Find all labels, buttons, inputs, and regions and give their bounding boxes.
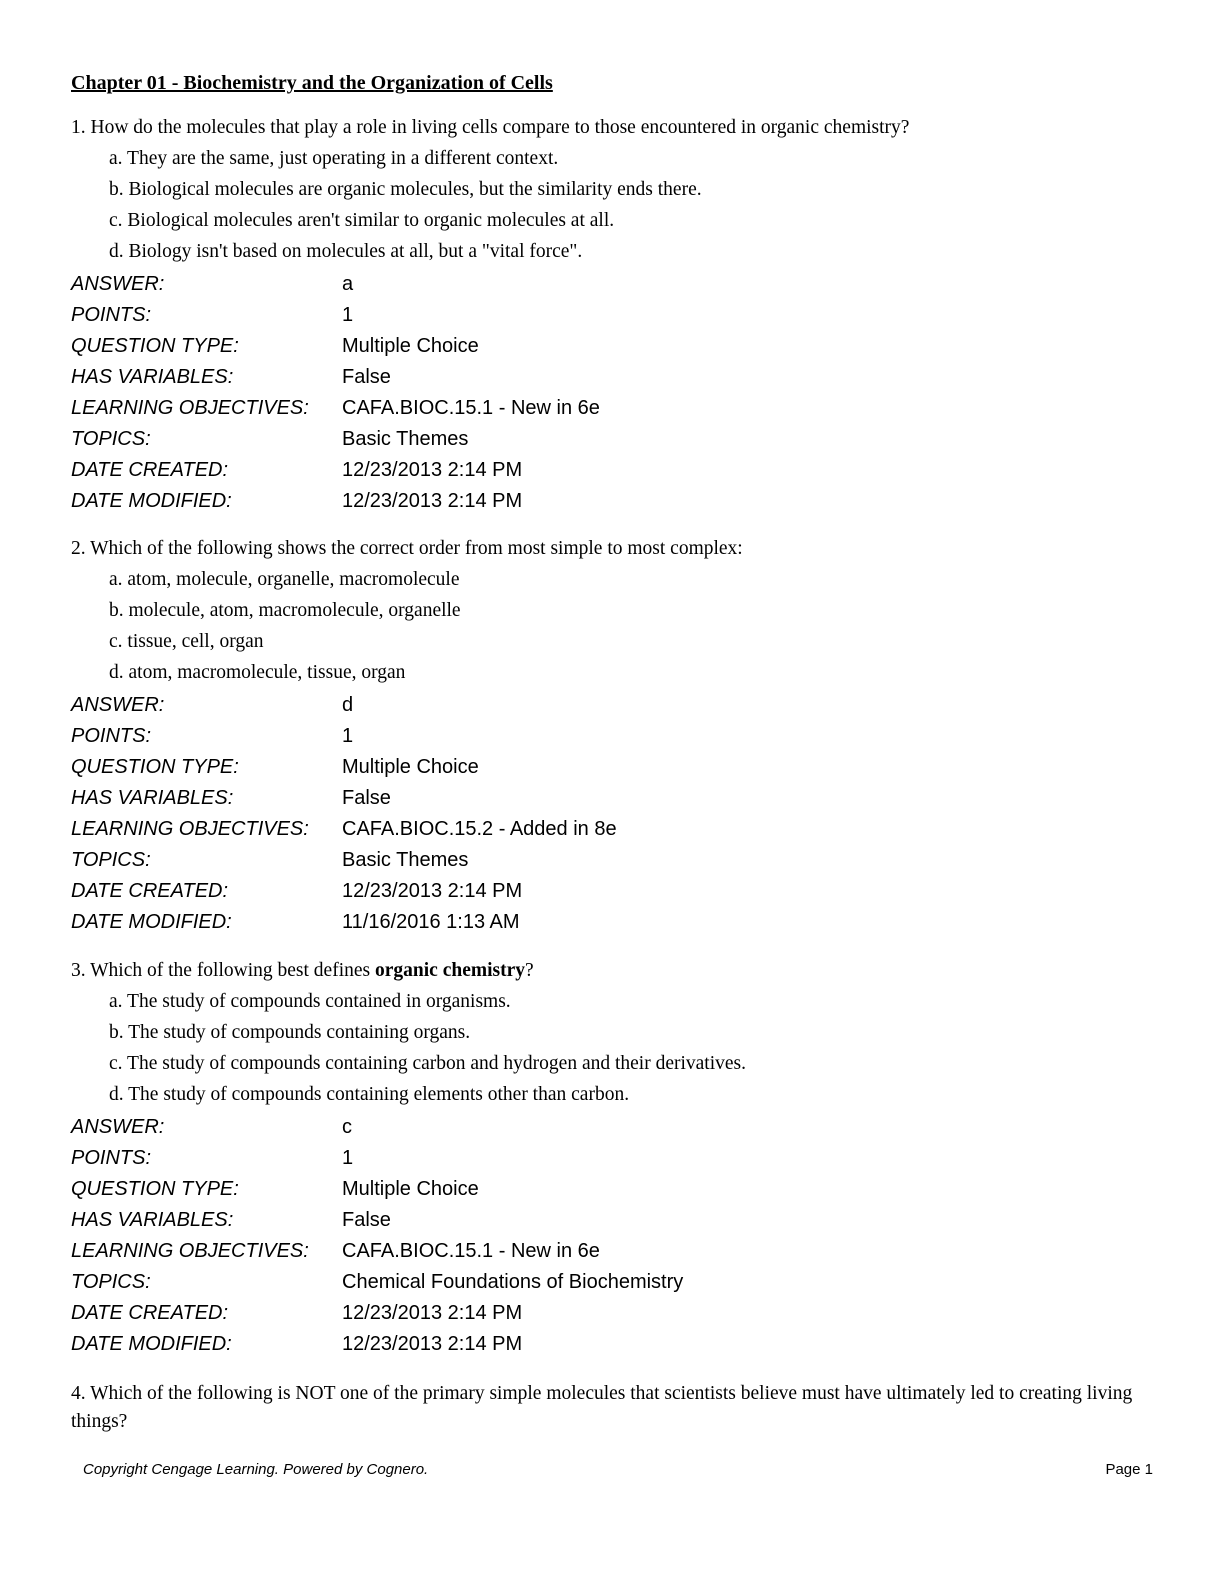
date-created-value: 12/23/2013 2:14 PM — [342, 880, 523, 902]
date-modified-row — [71, 907, 1161, 938]
answer-options — [71, 566, 1161, 690]
footer-copyright: Copyright Cengage Learning. Powered by Cognero. — [83, 1461, 429, 1478]
points-value: 1 — [342, 1147, 354, 1169]
has-variables-row — [71, 783, 1161, 814]
answer-row — [71, 269, 1161, 300]
date-created-row — [71, 1298, 1161, 1329]
answer-options — [71, 988, 1161, 1112]
date-modified-label: DATE MODIFIED: — [71, 1333, 232, 1355]
date-created-row — [71, 876, 1161, 907]
chapter-title: Chapter 01 - Biochemistry and the Organization of Cells — [71, 72, 553, 94]
question-type-label: QUESTION TYPE: — [71, 335, 239, 357]
has-variables-label: HAS VARIABLES: — [71, 787, 234, 809]
points-row — [71, 721, 1161, 752]
date-created-value: 12/23/2013 2:14 PM — [342, 1302, 523, 1324]
date-created-label: DATE CREATED: — [71, 459, 229, 481]
topics-value: Basic Themes — [342, 428, 469, 450]
answer-label: ANSWER: — [71, 273, 165, 295]
date-created-value: 12/23/2013 2:14 PM — [342, 459, 523, 481]
question-stem: 1. How do the molecules that play a role in living cells compare to those encountered in organic chemistry? — [71, 117, 910, 138]
learning-objectives-value: CAFA.BIOC.15.2 - Added in 8e — [342, 818, 617, 840]
answer-label: ANSWER: — [71, 1116, 165, 1138]
learning-objectives-value: CAFA.BIOC.15.1 - New in 6e — [342, 397, 600, 419]
question-stem — [71, 957, 1161, 985]
date-modified-value: 12/23/2013 2:14 PM — [342, 490, 523, 512]
points-label: POINTS: — [71, 725, 152, 747]
points-label: POINTS: — [71, 304, 152, 326]
topics-label: TOPICS: — [71, 849, 151, 871]
question-stem: 2. Which of the following shows the correct order from most simple to most complex: — [71, 538, 743, 559]
points-row — [71, 300, 1161, 331]
learning-objectives-row — [71, 393, 1161, 424]
date-created-label: DATE CREATED: — [71, 880, 229, 902]
topics-value: Basic Themes — [342, 849, 469, 871]
option-a: a. atom, molecule, organelle, macromolecule — [109, 569, 460, 590]
option-a: a. They are the same, just operating in a different context. — [109, 148, 559, 169]
points-value: 1 — [342, 725, 354, 747]
question-type-value: Multiple Choice — [342, 335, 479, 357]
question-type-row — [71, 1174, 1161, 1205]
question-3 — [71, 957, 1161, 1360]
question-type-value: Multiple Choice — [342, 1178, 479, 1200]
points-value: 1 — [342, 304, 354, 326]
option-c: c. tissue, cell, organ — [109, 631, 264, 652]
stem-text-before: 3. Which of the following best defines — [71, 960, 375, 981]
points-label: POINTS: — [71, 1147, 152, 1169]
answer-row — [71, 1112, 1161, 1143]
has-variables-value: False — [342, 1209, 391, 1231]
question-type-label: QUESTION TYPE: — [71, 1178, 239, 1200]
learning-objectives-row — [71, 1236, 1161, 1267]
answer-row — [71, 690, 1161, 721]
stem-text-after: ? — [525, 960, 534, 981]
has-variables-row — [71, 1205, 1161, 1236]
date-created-label: DATE CREATED: — [71, 1302, 229, 1324]
has-variables-value: False — [342, 787, 391, 809]
learning-objectives-label: LEARNING OBJECTIVES: — [71, 397, 309, 419]
has-variables-value: False — [342, 366, 391, 388]
has-variables-label: HAS VARIABLES: — [71, 366, 234, 388]
answer-label: ANSWER: — [71, 694, 165, 716]
learning-objectives-label: LEARNING OBJECTIVES: — [71, 818, 309, 840]
date-modified-value: 12/23/2013 2:14 PM — [342, 1333, 523, 1355]
date-created-row — [71, 455, 1161, 486]
date-modified-value: 11/16/2016 1:13 AM — [342, 911, 520, 933]
answer-value: a — [342, 273, 354, 295]
option-b: b. molecule, atom, macromolecule, organelle — [109, 600, 461, 621]
answer-value: d — [342, 694, 354, 716]
option-d: d. The study of compounds containing elements other than carbon. — [109, 1084, 630, 1105]
topics-row — [71, 1267, 1161, 1298]
question-1 — [71, 114, 1161, 517]
question-2 — [71, 535, 1161, 938]
question-type-row — [71, 752, 1161, 783]
learning-objectives-row — [71, 814, 1161, 845]
option-a: a. The study of compounds contained in organisms. — [109, 991, 511, 1012]
option-d: d. atom, macromolecule, tissue, organ — [109, 662, 406, 683]
option-b: b. Biological molecules are organic molecules, but the similarity ends there. — [109, 179, 702, 200]
option-b: b. The study of compounds containing organs. — [109, 1022, 471, 1043]
has-variables-row — [71, 362, 1161, 393]
has-variables-label: HAS VARIABLES: — [71, 1209, 234, 1231]
footer-page-number: Page 1 — [1105, 1461, 1153, 1478]
stem-bold-term: organic chemistry — [375, 960, 526, 981]
question-type-label: QUESTION TYPE: — [71, 756, 239, 778]
topics-value: Chemical Foundations of Biochemistry — [342, 1271, 684, 1293]
question-metadata — [71, 269, 1161, 517]
topics-label: TOPICS: — [71, 1271, 151, 1293]
date-modified-label: DATE MODIFIED: — [71, 911, 232, 933]
topics-row — [71, 845, 1161, 876]
points-row — [71, 1143, 1161, 1174]
date-modified-row — [71, 486, 1161, 517]
answer-value: c — [342, 1116, 352, 1138]
question-4 — [71, 1380, 1161, 1439]
topics-label: TOPICS: — [71, 428, 151, 450]
option-c: c. Biological molecules aren't similar to organic molecules at all. — [109, 210, 615, 231]
question-type-value: Multiple Choice — [342, 756, 479, 778]
question-type-row — [71, 331, 1161, 362]
option-c: c. The study of compounds containing carbon and hydrogen and their derivatives. — [109, 1053, 747, 1074]
question-metadata — [71, 1112, 1161, 1360]
topics-row — [71, 424, 1161, 455]
option-d: d. Biology isn't based on molecules at all, but a "vital force". — [109, 241, 583, 262]
learning-objectives-value: CAFA.BIOC.15.1 - New in 6e — [342, 1240, 600, 1262]
date-modified-label: DATE MODIFIED: — [71, 490, 232, 512]
question-stem: 4. Which of the following is NOT one of the primary simple molecules that scientists believe must have ultimately led to creating living things? — [71, 1383, 1133, 1432]
learning-objectives-label: LEARNING OBJECTIVES: — [71, 1240, 309, 1262]
answer-options — [71, 145, 1161, 269]
date-modified-row — [71, 1329, 1161, 1360]
question-metadata — [71, 690, 1161, 938]
